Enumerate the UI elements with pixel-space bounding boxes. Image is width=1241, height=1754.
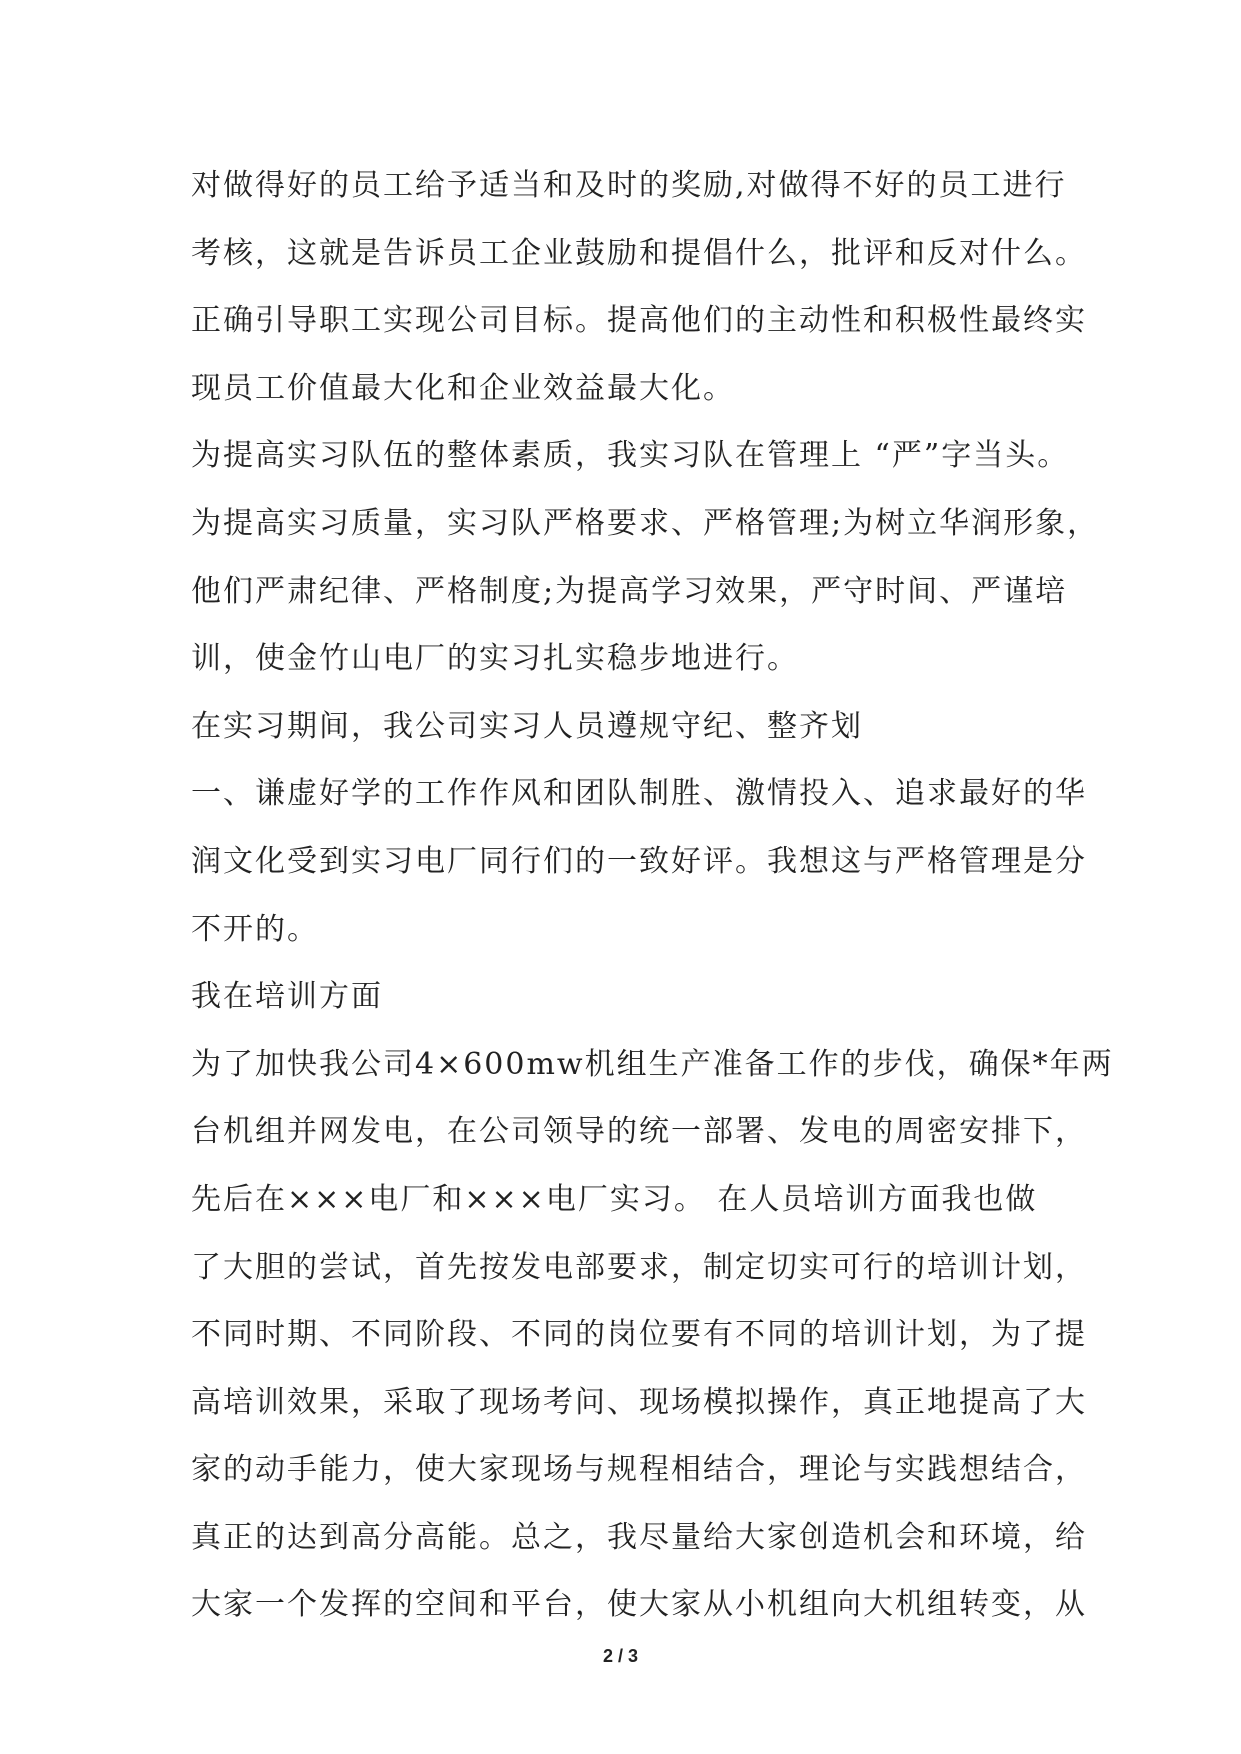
text-line: 台机组并网发电，在公司领导的统一部署、发电的周密安排下， [191, 1114, 1087, 1150]
text-line: 考核，这就是告诉员工企业鼓励和提倡什么，批评和反对什么。 [191, 235, 1087, 271]
text-line: 现员工价值最大化和企业效益最大化。 [191, 370, 735, 406]
text-line: 一、谦虚好学的工作作风和团队制胜、激情投入、追求最好的华 [191, 776, 1087, 812]
text-line: 正确引导职工实现公司目标。提高他们的主动性和积极性最终实 [191, 303, 1087, 339]
text-line: 我在培训方面 [191, 979, 383, 1015]
text-line: 真正的达到高分高能。总之，我尽量给大家创造机会和环境，给 [191, 1519, 1087, 1555]
text-line: 对做得好的员工给予适当和及时的奖励,对做得不好的员工进行 [191, 168, 1067, 203]
text-line: 他们严肃纪律、严格制度;为提高学习效果，严守时间、严谨培 [191, 573, 1068, 609]
text-line: 为了加快我公司4×600mw机组生产准备工作的步伐，确保*年两 [191, 1046, 1114, 1082]
text-line: 不同时期、不同阶段、不同的岗位要有不同的培训计划，为了提 [191, 1317, 1087, 1353]
body-text [191, 152, 1114, 1639]
text-line: 大家一个发挥的空间和平台，使大家从小机组向大机组转变，从 [191, 1587, 1087, 1623]
text-line: 不开的。 [191, 911, 319, 947]
text-line: 了大胆的尝试，首先按发电部要求，制定切实可行的培训计划， [191, 1249, 1087, 1285]
text-line: 先后在×××电厂和×××电厂实习。 在人员培训方面我也做 [191, 1181, 1038, 1217]
text-line: 为提高实习队伍的整体素质，我实习队在管理上 “严”字当头。 [191, 438, 1070, 474]
text-line: 在实习期间，我公司实习人员遵规守纪、整齐划 [191, 708, 863, 744]
text-line: 为提高实习质量，实习队严格要求、严格管理;为树立华润形象， [191, 505, 1100, 541]
page-number: 2 / 3 [602, 1646, 639, 1666]
text-line: 训，使金竹山电厂的实习扎实稳步地进行。 [191, 641, 799, 677]
text-line: 家的动手能力，使大家现场与规程相结合，理论与实践想结合， [191, 1452, 1087, 1488]
text-line: 高培训效果，采取了现场考问、现场模拟操作，真正地提高了大 [191, 1384, 1087, 1420]
text-line: 润文化受到实习电厂同行们的一致好评。我想这与严格管理是分 [191, 843, 1087, 879]
